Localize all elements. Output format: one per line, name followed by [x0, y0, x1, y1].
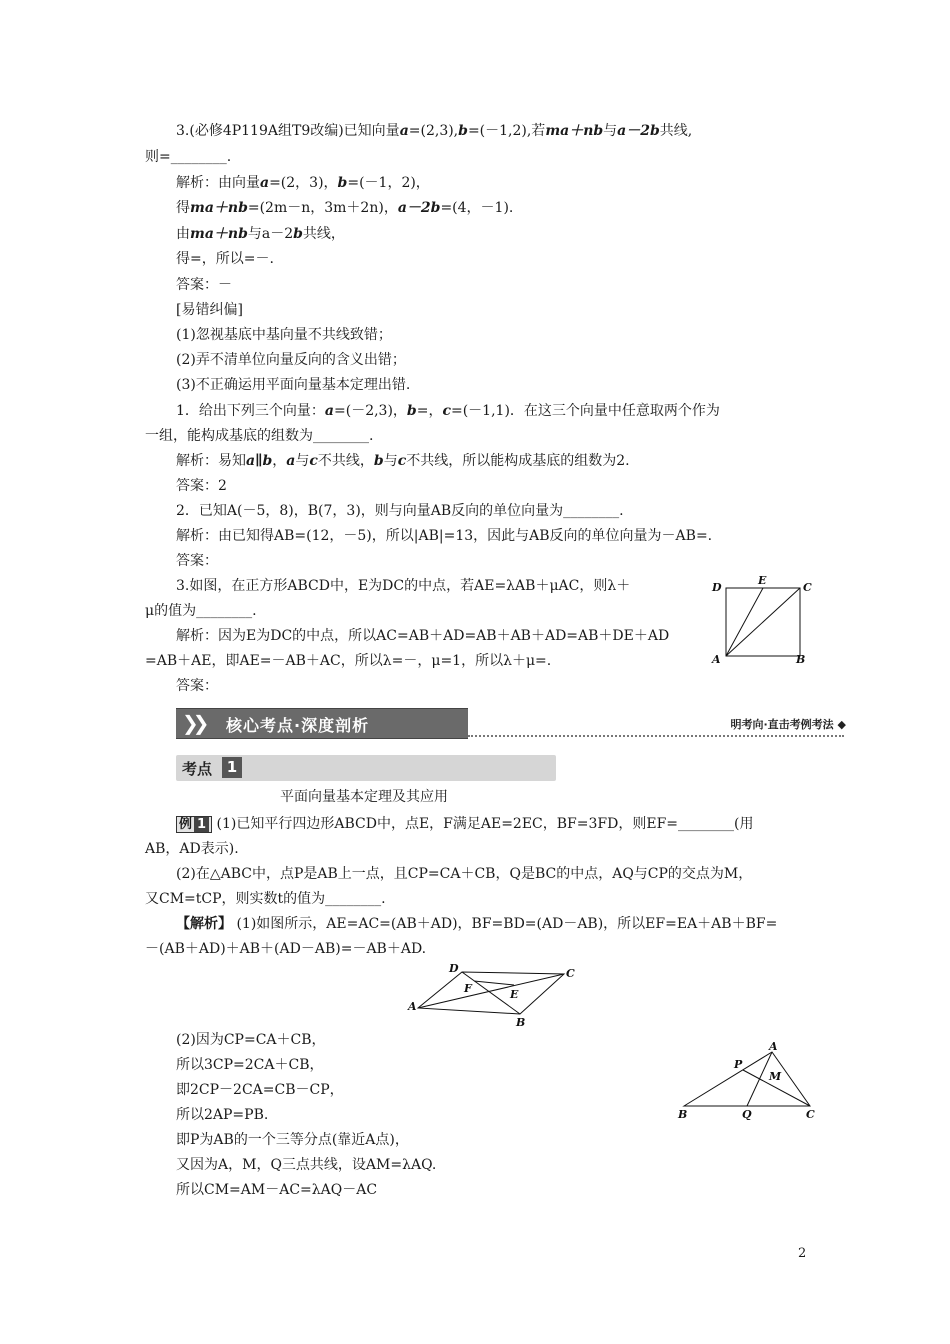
- vector-expression: ma＋nb: [545, 123, 604, 139]
- label-c: C: [803, 581, 812, 594]
- parallelogram-figure: [404, 960, 584, 1030]
- solution-line-3: [176, 224, 345, 244]
- question-1-line-2: 一组，能构成基底的组数为________.: [145, 428, 374, 444]
- text: 共线,: [659, 123, 693, 139]
- vector-c: c: [309, 453, 318, 469]
- question-3-solution-2: =AB＋AE，即AE=－AB＋AC，所以λ=－，μ=1，所以λ＋μ=.: [145, 653, 552, 669]
- question-3-solution-1: 解析：因为E为DC的中点，所以AC=AB＋AD=AB＋AB＋AD=AB＋DE＋AD: [176, 628, 670, 644]
- label-a: A: [769, 1040, 778, 1053]
- analysis-line-7: 即P为AB的一个三等分点(靠近A点)，: [176, 1132, 409, 1148]
- answer-line: 答案：－: [176, 277, 232, 293]
- question-1-solution: [176, 451, 630, 471]
- vector-a: a: [286, 453, 296, 469]
- label-a: A: [408, 1000, 417, 1013]
- chevron-icon: ❯❯: [182, 711, 204, 735]
- text: 与: [383, 453, 398, 469]
- analysis-line-5: 即2CP－2CA=CB－CP，: [176, 1082, 344, 1098]
- label-c: C: [566, 967, 575, 980]
- text: 3.(必修4P119A组T9改编)已知向量: [176, 123, 400, 139]
- text: ，: [272, 453, 287, 469]
- vector-a: a: [260, 175, 270, 191]
- solution-line-4: 得=，所以=－.: [176, 251, 274, 267]
- analysis-line-6: 所以2AP=PB.: [176, 1107, 269, 1123]
- vector-expression: ma＋nb: [190, 200, 248, 216]
- segment-ef: [474, 981, 514, 985]
- text: 由: [176, 226, 190, 242]
- label-b: B: [796, 653, 806, 666]
- section-banner: [176, 708, 846, 740]
- text: =(－2,3)，: [334, 403, 407, 419]
- example-badge: [176, 816, 212, 833]
- label-b: B: [678, 1108, 688, 1120]
- question-3-line-1: 3.如图，在正方形ABCD中，E为DC的中点，若AE=λAB＋μAC，则λ＋: [176, 578, 631, 594]
- diamond-icon: ◆: [837, 718, 846, 731]
- text: 不共线，所以能构成基底的组数为2.: [406, 453, 630, 469]
- text: 解析：易知: [176, 453, 246, 469]
- pitfall-item-2: (2)弄不清单位向量反向的含义出错；: [176, 352, 406, 368]
- section-title: 平面向量基本定理及其应用: [280, 789, 448, 805]
- label-m: M: [769, 1070, 782, 1083]
- question-1-answer: 答案：2: [176, 478, 227, 494]
- label-e: E: [758, 574, 767, 587]
- question-3-line-2: μ的值为________.: [145, 603, 257, 619]
- example-2-line-2: 又CM=tCP，则实数t的值为________.: [145, 891, 386, 907]
- problem-3-line-2: 则=________.: [145, 149, 232, 165]
- problem-3-line-1: [176, 121, 692, 141]
- banner-subtitle: [731, 716, 847, 732]
- segment-ac: [726, 588, 800, 656]
- label-q: Q: [742, 1108, 752, 1120]
- solution-line-2: [176, 198, 513, 218]
- banner-bar: [176, 708, 468, 739]
- vector-c: c: [442, 403, 451, 419]
- diagonal-ac: [418, 974, 564, 1008]
- segment-ae: [726, 588, 763, 656]
- label-d: D: [712, 581, 722, 594]
- text: =(2m－n，3m＋2n)，: [247, 200, 398, 216]
- vector-b: b: [337, 175, 348, 191]
- text: =(2,3),: [408, 123, 459, 139]
- label-c: C: [806, 1108, 815, 1120]
- page-number: 2: [798, 1246, 807, 1261]
- topic-header: [176, 755, 556, 781]
- question-3-answer: 答案：: [176, 678, 218, 694]
- triangle-figure: [672, 1040, 822, 1120]
- question-1-line-1: [176, 401, 720, 421]
- text: 得: [176, 200, 190, 216]
- text: =(－1,1)．在这三个向量中任意取两个作为: [450, 403, 720, 419]
- vector-expression: a∥b: [246, 453, 273, 469]
- vector-b: b: [293, 226, 303, 242]
- question-2-line: 2．已知A(－5，8)，B(7，3)，则与向量AB反向的单位向量为________.: [176, 503, 624, 519]
- text: 解析：由向量: [176, 175, 260, 191]
- text: 与: [295, 453, 310, 469]
- pitfall-item-1: (1)忽视基底中基向量不共线致错；: [176, 327, 392, 343]
- label-p: P: [734, 1058, 743, 1071]
- text: =，: [416, 403, 443, 419]
- analysis-label: 【解析】: [176, 916, 232, 932]
- topic-number: 1: [222, 757, 242, 778]
- text: =(2，3)，: [269, 175, 338, 191]
- vector-expression: a－2b: [617, 123, 660, 139]
- label-a: A: [712, 653, 721, 666]
- vector-b: b: [406, 403, 417, 419]
- solution-line-1: [176, 173, 430, 193]
- analysis-line-3: (2)因为CP=CA＋CB，: [176, 1032, 326, 1048]
- vector-a: a: [324, 403, 334, 419]
- analysis-line-9: 所以CM=AM－AC=λAQ－AC: [176, 1182, 378, 1198]
- triangle-outline: [684, 1052, 810, 1106]
- square-figure: [706, 574, 816, 670]
- vector-b: b: [373, 453, 384, 469]
- topic-label: 考点: [182, 760, 213, 778]
- banner-title: 核心考点·深度剖析: [226, 716, 370, 735]
- label-b: B: [516, 1016, 526, 1029]
- text: 与a－2: [247, 226, 294, 242]
- vector-b: b: [458, 123, 468, 139]
- label-e: E: [510, 988, 519, 1001]
- label-d: D: [449, 962, 459, 975]
- text: =(－1,2),若: [467, 123, 546, 139]
- pitfall-title: [易错纠偏]: [176, 302, 243, 318]
- text: 不共线，: [317, 453, 374, 469]
- analysis-line-2: －(AB＋AD)＋AB＋(AD－AB)=－AB＋AD.: [145, 941, 427, 957]
- analysis-line-4: 所以3CP=2CA＋CB，: [176, 1057, 324, 1073]
- vector-expression: ma＋nb: [190, 226, 248, 242]
- text: (1)如图所示，AE=AC=(AB＋AD)，BF=BD=(AD－AB)，所以EF=EA＋AB＋BF=: [236, 916, 778, 932]
- text: =(－1，2)，: [347, 175, 430, 191]
- vector-a: a: [399, 123, 409, 139]
- analysis-line-8: 又因为A，M，Q三点共线，设AM=λAQ.: [176, 1157, 437, 1173]
- vector-c: c: [397, 453, 407, 469]
- vector-expression: a－2b: [397, 200, 441, 216]
- example-2-line-1: (2)在△ABC中，点P是AB上一点，且CP=CA＋CB，Q是BC的中点，AQ与CP的交点为M，: [176, 866, 753, 882]
- text: (1)已知平行四边形ABCD中，点E，F满足AE=2EC，BF=3FD，则EF=________(用: [216, 816, 754, 832]
- text: 1．给出下列三个向量：: [176, 403, 325, 419]
- example-1-line-2: AB，AD表示).: [145, 841, 239, 857]
- question-2-answer: 答案：: [176, 553, 218, 569]
- banner-divider: [468, 735, 844, 737]
- text: 与: [603, 123, 618, 139]
- example-1-line-1: [176, 814, 753, 834]
- pitfall-item-3: (3)不正确运用平面向量基本定理出错.: [176, 377, 411, 393]
- example-label: 例: [179, 817, 193, 832]
- label-f: F: [464, 982, 472, 995]
- question-2-solution: 解析：由已知得AB=(12，－5)，所以|AB|=13，因此与AB反向的单位向量为－AB=.: [176, 528, 713, 544]
- example-number: 1: [194, 817, 209, 832]
- text: =(4，－1).: [440, 200, 514, 216]
- banner-subtitle-text: 明考向·直击考例考法: [730, 718, 834, 731]
- analysis-line-1: [176, 914, 777, 934]
- text: 共线，: [302, 226, 345, 242]
